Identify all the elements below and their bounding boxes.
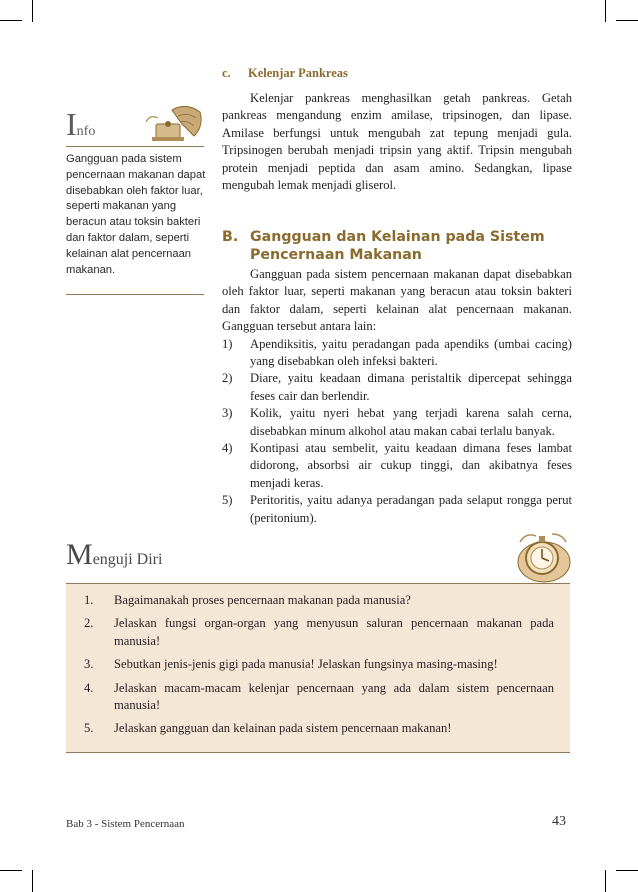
info-title: Info [66, 106, 96, 142]
list-item: 1) Apendiksitis, yaitu peradangan pada apendiks (umbai cacing) yang disebabkan oleh infeksi bakteri. [222, 336, 572, 369]
list-item: 4) Kontipasi atau sembelit, yaitu keadaan dimana feses lambat didorong, absorbsi air cukup tinggi, dan akibatnya feses menjadi keras. [222, 441, 572, 490]
disorders-section [222, 266, 572, 527]
page-number: 43 [552, 814, 566, 829]
list-item: 3) Kolik, yaitu nyeri hebat yang terjadi karena salah cerna, disebabkan minum alkohol atau makan cabai terlalu banyak. [222, 406, 572, 438]
stopwatch-icon [512, 528, 572, 584]
list-item: 2) Diare, yaitu keadaan dimana peristaltik dipercepat sehingga feses cair dan berlendir. [222, 371, 572, 403]
crop-mark [0, 870, 22, 871]
crop-mark [605, 0, 606, 22]
footer-chapter: Bab 3 - Sistem Pencernaan [66, 818, 185, 830]
info-top-rule [66, 146, 204, 147]
disorders-list [222, 336, 572, 527]
crop-mark [0, 20, 22, 21]
crop-mark [616, 20, 638, 21]
menguji-diri-title: Menguji Diri [66, 538, 163, 571]
question-item: 2. Jelaskan fungsi organ-organ yang menyusun saluran pencernaan makanan pada manusia! [84, 616, 554, 648]
gramophone-icon [142, 104, 206, 144]
section-heading: B. Gangguan dan Kelainan pada Sistem Pencernaan Makanan [222, 229, 545, 264]
crop-mark [605, 870, 606, 892]
crop-mark [616, 870, 638, 871]
disorders-intro: Gangguan pada sistem pencernaan makanan dapat disebabkan oleh faktor luar, seperti makanan yang beracun atau toksin bakteri dan faktor dalam, seperti kelainan alat pencernaan makanan. Gangguan tersebut antara lain: [222, 267, 572, 334]
crop-mark [32, 0, 33, 22]
pankreas-paragraph: Kelenjar pankreas menghasilkan getah pankreas. Getah pankreas mengandung enzim amilase, tripsinogen, dan lipase. Amilase berfungsi untuk mengubah zat tepung menjadi gula. Tripsinogen berubah menjadi tripsin yang aktif. Tripsin mengubah protein menjadi peptida dan asam amino. Sedangkan, lipase mengubah lemak menjadi gliserol. [222, 91, 572, 193]
quiz-bottom-rule [66, 752, 570, 753]
info-bottom-rule [66, 294, 204, 295]
crop-mark [32, 870, 33, 892]
question-item: 4. Jelaskan macam-macam kelenjar pencernaan yang ada dalam sistem pencernaan manusia! [84, 680, 554, 713]
subsection-title: c. Kelenjar Pankreas [222, 66, 348, 80]
question-item: 5. Jelaskan gangguan dan kelainan pada sistem pencernaan makanan! [84, 721, 452, 736]
list-item: 5) Peritoritis, yaitu adanya peradangan pada selaput rongga perut (peritonium). [222, 493, 572, 525]
quiz-questions [84, 592, 554, 744]
info-text: Gangguan pada sistem pencernaan makanan dapat disebabkan oleh faktor luar, seperti makanan yang beracun atau toksin bakteri dan faktor dalam, seperti kelainan alat pencernaan makanan. [66, 153, 206, 276]
question-item: 3. Sebutkan jenis-jenis gigi pada manusia! Jelaskan fungsinya masing-masing! [84, 657, 498, 672]
question-item: 1. Bagaimanakah proses pencernaan makanan pada manusia? [84, 593, 411, 607]
info-header [66, 104, 206, 146]
